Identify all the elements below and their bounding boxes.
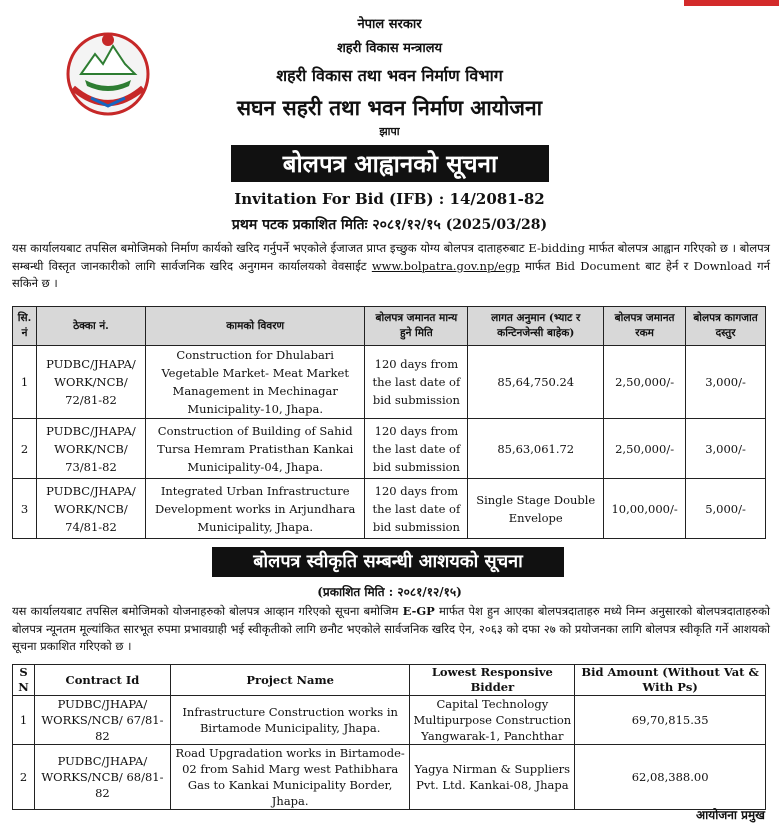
cell-contract: PUDBC/JHAPA/ WORK/NCB/ 74/81-82 bbox=[36, 479, 145, 539]
cell-contract: PUDBC/JHAPA/ WORK/NCB/ 72/81-82 bbox=[36, 346, 145, 419]
cell-project-name: Infrastructure Construction works in Birtamode Municipality, Jhapa. bbox=[170, 696, 410, 745]
notice-title-intent: बोलपत्र स्वीकृति सम्बन्धी आशयको सूचना bbox=[212, 547, 564, 577]
cell-validity: 120 days from the last date of bid submission bbox=[365, 346, 468, 419]
cell-security: 2,50,000/- bbox=[604, 346, 686, 419]
table-row bbox=[13, 696, 766, 745]
publish-date: प्रथम पटक प्रकाशित मितिः २०८१/१२/१५ (2025/03/28) bbox=[231, 217, 548, 233]
bid-table-header bbox=[13, 307, 766, 346]
col-estimate: लागत अनुमान (भ्याट र कन्टिनजेन्सी बाहेक) bbox=[468, 307, 604, 346]
cell-contract-id: PUDBC/JHAPA/ WORKS/NCB/ 68/81-82 bbox=[34, 745, 170, 810]
col-sn: S N bbox=[13, 665, 35, 696]
bid-text-part-b: मार्फत Bid Document बाट हेर्न र Download गर्न सकिने छ । bbox=[12, 258, 770, 290]
table-row bbox=[13, 745, 766, 810]
col-validity: बोलपत्र जमानत मान्य हुने मिति bbox=[365, 307, 468, 346]
cell-validity: 120 days from the last date of bid submission bbox=[365, 479, 468, 539]
cell-description: Construction for Dhulabari Vegetable Market- Meat Market Management in Mechinagar Municipality-10, Jhapa. bbox=[145, 346, 365, 419]
cell-bidder: Capital Technology Multipurpose Construction Yangwarak-1, Panchthar bbox=[410, 696, 575, 745]
cell-bidder: Yagya Nirman & Suppliers Pvt. Ltd. Kankai-08, Jhapa bbox=[410, 745, 575, 810]
table-row bbox=[13, 346, 766, 419]
table-row bbox=[13, 479, 766, 539]
intent-publish-date: (प्रकाशित मिति : २०८१/१२/१५) bbox=[317, 585, 462, 599]
cell-contract-id: PUDBC/JHAPA/ WORKS/NCB/ 67/81-82 bbox=[34, 696, 170, 745]
project-title: सघन सहरी तथा भवन निर्माण आयोजना bbox=[236, 95, 543, 120]
letterhead bbox=[0, 0, 779, 150]
cell-description: Integrated Urban Infrastructure Development works in Arjundhara Municipality, Jhapa. bbox=[145, 479, 365, 539]
bid-invitation-text bbox=[12, 240, 770, 293]
bid-table bbox=[12, 306, 766, 539]
signature-label: आयोजना प्रमुख bbox=[695, 808, 765, 822]
cell-contract: PUDBC/JHAPA/ WORK/NCB/ 73/81-82 bbox=[36, 419, 145, 479]
cell-project-name: Road Upgradation works in Birtamode-02 from Sahid Marg west Pathibhara Gas to Kankai Municipality Border, Jhapa. bbox=[170, 745, 410, 810]
department-title: शहरी विकास तथा भवन निर्माण विभाग bbox=[276, 66, 503, 85]
notice-title-bid: बोलपत्र आह्वानको सूचना bbox=[231, 145, 549, 182]
intent-text-part-b: मार्फत पेश हुन आएका बोलपत्रदाताहरु मध्ये निम्न अनुसारको बोलपत्रदाताहरुको बोलपत्र न्यूनतम मूल्यांकित सारभूत रुपमा प्रभावग्राही भई स्वीकृतीको लागि छनौट भएकोले सार्वजनिक खरिद ऐन, २०६३ को दफा २७ को प्रयोजनका लागि बोलपत्र स्वीकृति गर्ने आशयको सूचना प्रकाशित गरिएको छ । bbox=[12, 604, 770, 653]
cell-sn: 1 bbox=[13, 696, 35, 745]
cell-fee: 3,000/- bbox=[686, 346, 766, 419]
col-contract-id: Contract Id bbox=[34, 665, 170, 696]
cell-description: Construction of Building of Sahid Tursa Hemram Pratisthan Kankai Municipality-04, Jhapa. bbox=[145, 419, 365, 479]
cell-sn: 3 bbox=[13, 479, 37, 539]
cell-bid-amount: 62,08,388.00 bbox=[575, 745, 766, 810]
cell-estimate: Single Stage Double Envelope bbox=[468, 479, 604, 539]
intent-text bbox=[12, 603, 770, 656]
col-sn: सि. नं bbox=[13, 307, 37, 346]
cell-estimate: 85,64,750.24 bbox=[468, 346, 604, 419]
award-table-header bbox=[13, 665, 766, 696]
col-project-name: Project Name bbox=[170, 665, 410, 696]
cell-sn: 2 bbox=[13, 745, 35, 810]
col-fee: बोलपत्र कागजात दस्तुर bbox=[686, 307, 766, 346]
cell-sn: 2 bbox=[13, 419, 37, 479]
cell-fee: 5,000/- bbox=[686, 479, 766, 539]
award-table bbox=[12, 664, 766, 810]
ifb-number: Invitation For Bid (IFB) : 14/2081-82 bbox=[234, 190, 545, 208]
egp-label: E-GP bbox=[402, 604, 435, 618]
gov-title: नेपाल सरकार bbox=[357, 17, 422, 32]
cell-validity: 120 days from the last date of bid submission bbox=[365, 419, 468, 479]
col-contract: ठेक्का नं. bbox=[36, 307, 145, 346]
col-security: बोलपत्र जमानत रकम bbox=[604, 307, 686, 346]
cell-sn: 1 bbox=[13, 346, 37, 419]
bolpatra-link[interactable]: www.bolpatra.gov.np/egp bbox=[371, 258, 520, 273]
cell-fee: 3,000/- bbox=[686, 419, 766, 479]
table-row bbox=[13, 419, 766, 479]
col-bid-amount: Bid Amount (Without Vat & With Ps) bbox=[575, 665, 766, 696]
cell-bid-amount: 69,70,815.35 bbox=[575, 696, 766, 745]
cell-estimate: 85,63,061.72 bbox=[468, 419, 604, 479]
col-bidder: Lowest Responsive Bidder bbox=[410, 665, 575, 696]
ministry-title: शहरी विकास मन्त्रालय bbox=[336, 41, 443, 56]
location-title: झापा bbox=[379, 125, 400, 138]
col-description: कामको विवरण bbox=[145, 307, 365, 346]
intent-text-part-a: यस कार्यालयबाट तपसिल बमोजिमको योजनाहरुको बोलपत्र आव्हान गरिएको सूचना बमोजिम bbox=[12, 604, 403, 618]
cell-security: 10,00,000/- bbox=[604, 479, 686, 539]
cell-security: 2,50,000/- bbox=[604, 419, 686, 479]
bid-text-part-a: यस कार्यालयबाट तपसिल बमोजिमको निर्माण कार्यको खरिद गर्नुपर्ने भएकोले ईजाजत प्राप्त इच्छुक योग्य बोलपत्र दाताहरुबाट E-bidding मार्फत बोलपत्र आह्वान गरिएको छ । बोलपत्र सम्बन्धी विस्तृत जानकारीको लागि सार्वजनिक खरिद अनुगमन कार्यालयको वेवसाईट bbox=[12, 241, 770, 273]
